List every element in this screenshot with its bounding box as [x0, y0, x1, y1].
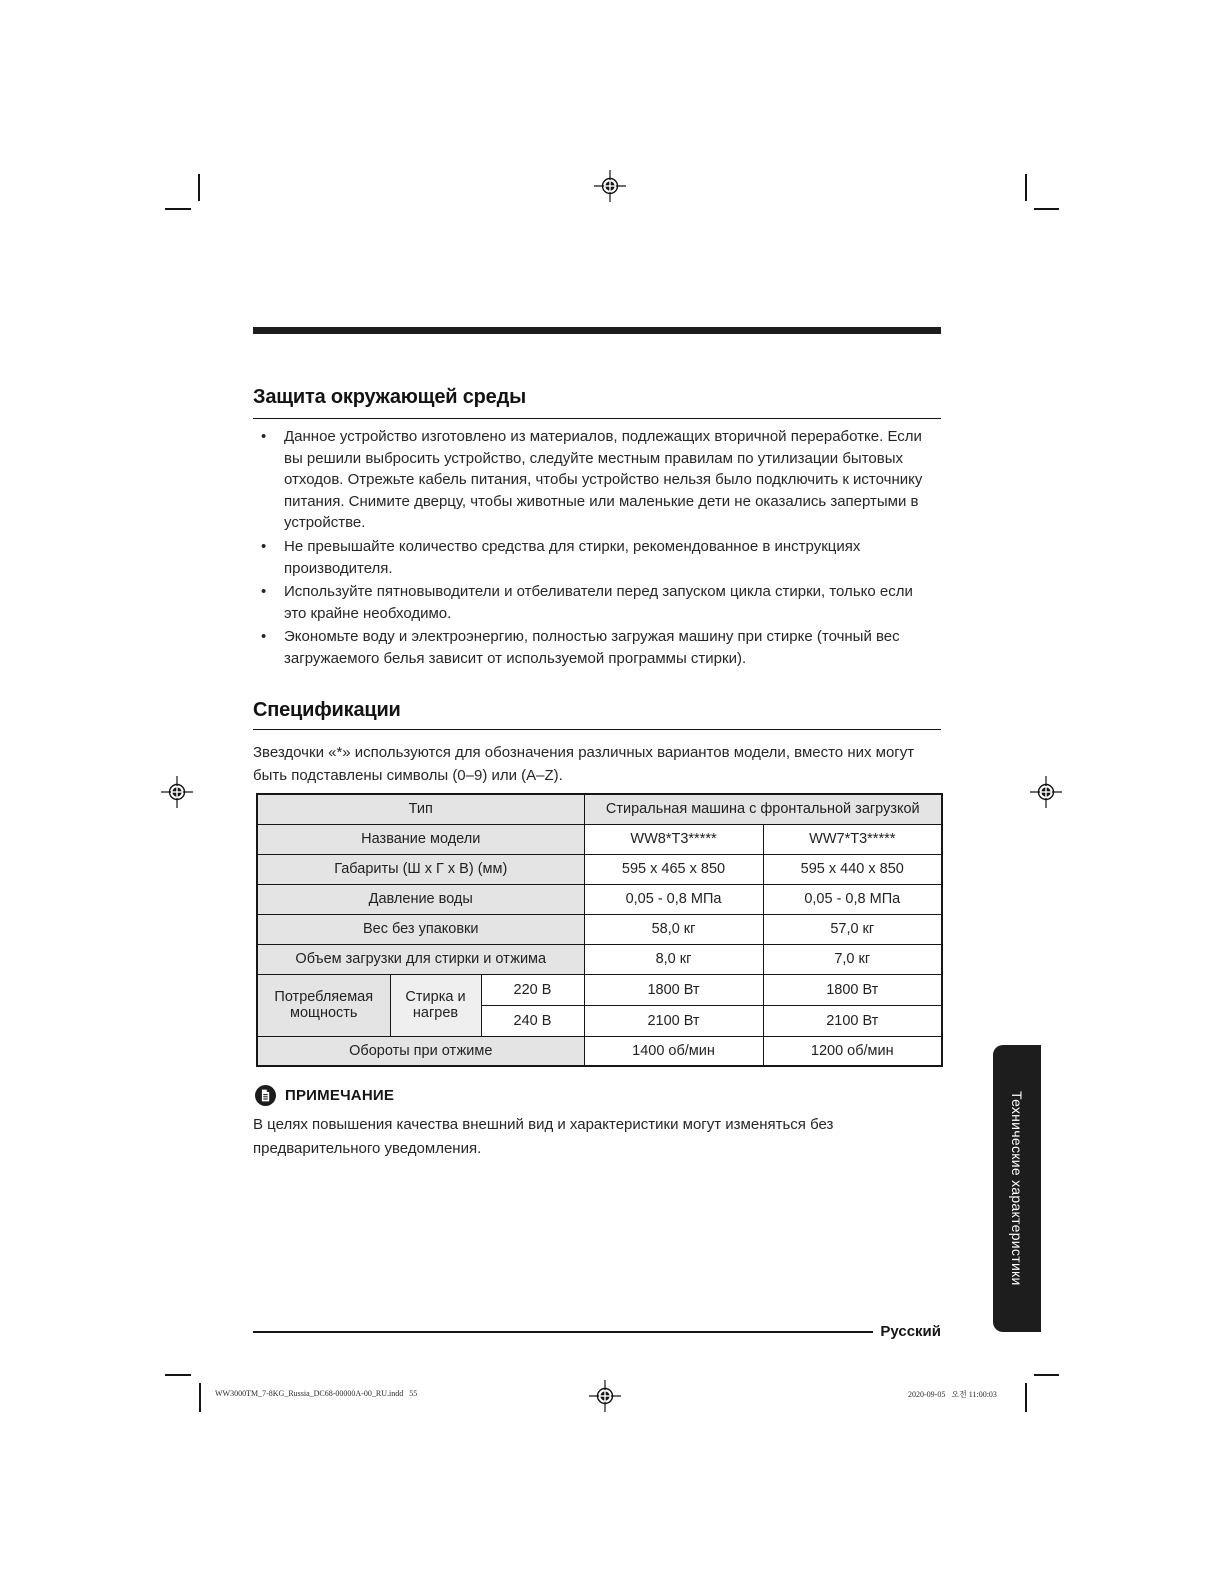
- crop-mark-bottom-right-vertical: [1025, 1383, 1027, 1412]
- registration-mark-left: [161, 776, 193, 808]
- cell-power-sublabel: Стирка и нагрев: [390, 974, 481, 1036]
- footer-language: Русский: [880, 1323, 941, 1340]
- crop-mark-top-right-horizontal: [1034, 208, 1059, 210]
- cell-value: 1800 Вт: [584, 974, 763, 1005]
- environment-section-title: Защита окружающей среды: [253, 386, 941, 419]
- bullet-item: • Экономьте воду и электроэнергию, полностью загружая машину при стирке (точный вес загружаемого белья зависит от используемой программы стирки).: [253, 626, 924, 669]
- spec-table: [256, 793, 943, 1067]
- cell-voltage: 220 В: [481, 974, 584, 1005]
- registration-mark-right: [1030, 776, 1062, 808]
- cell-value: WW7*T3*****: [763, 824, 942, 854]
- bullet-item: • Используйте пятновыводители и отбеливатели перед запуском цикла стирки, только если это крайне необходимо.: [253, 581, 924, 624]
- cell-value: 2100 Вт: [763, 1005, 942, 1036]
- crop-mark-top-right-vertical: [1025, 174, 1027, 201]
- top-rule-bar: [253, 327, 941, 334]
- crop-mark-bottom-left-horizontal: [165, 1374, 191, 1376]
- environment-bullet-list: [253, 426, 929, 672]
- cell-value: WW8*T3*****: [584, 824, 763, 854]
- cell-value: 595 x 440 x 850: [763, 854, 942, 884]
- cell-type-label: Тип: [257, 794, 584, 824]
- bullet-item: • Не превышайте количество средства для стирки, рекомендованное в инструкциях производителя.: [253, 536, 924, 579]
- cell-label: Давление воды: [257, 884, 584, 914]
- cell-type-value: Стиральная машина с фронтальной загрузкой: [584, 794, 942, 824]
- registration-mark-bottom: [589, 1380, 621, 1412]
- chapter-tab-specifications: [993, 1045, 1041, 1332]
- cell-label: Объем загрузки для стирки и отжима: [257, 944, 584, 974]
- note-label: ПРИМЕЧАНИЕ: [285, 1087, 395, 1104]
- specs-intro-text: Звездочки «*» используются для обозначения различных вариантов модели, вместо них могут быть подставлены символы (0–9) или (A–Z).: [253, 744, 915, 784]
- cell-value: 57,0 кг: [763, 914, 942, 944]
- cell-value: 0,05 - 0,8 МПа: [763, 884, 942, 914]
- note-icon: [255, 1085, 276, 1106]
- cell-label: Габариты (Ш x Г x В) (мм): [257, 854, 584, 884]
- table-row: [257, 884, 942, 914]
- crop-mark-bottom-left-vertical: [199, 1383, 201, 1412]
- registration-mark-top: [594, 170, 626, 202]
- crop-mark-top-left-vertical: [198, 174, 200, 201]
- note-text: В целях повышения качества внешний вид и характеристики могут изменяться без предварительного уведомления.: [253, 1116, 834, 1157]
- bullet-item: • Данное устройство изготовлено из материалов, подлежащих вторичной переработке. Если вы решили выбросить устройство, следуйте местным правилам по утилизации бытовых отходов. Отрежьте кабель питания, чтобы устройство нельзя было подключить к источнику питания. Снимите дверцу, чтобы животные или маленькие дети не оказались запертыми в устройстве.: [253, 426, 924, 534]
- table-row: [257, 974, 942, 1005]
- table-row: [257, 824, 942, 854]
- cell-power-label: Потребляемая мощность: [257, 974, 390, 1036]
- cell-value: 2100 Вт: [584, 1005, 763, 1036]
- crop-mark-bottom-right-horizontal: [1034, 1374, 1059, 1376]
- note-header: [255, 1085, 394, 1106]
- cell-value: 1400 об/мин: [584, 1036, 763, 1066]
- table-row: [257, 794, 942, 824]
- table-row: [257, 944, 942, 974]
- crop-mark-top-left-horizontal: [165, 208, 191, 210]
- cell-label: Обороты при отжиме: [257, 1036, 584, 1066]
- cell-value: 1800 Вт: [763, 974, 942, 1005]
- table-row: [257, 854, 942, 884]
- cell-value: 595 x 465 x 850: [584, 854, 763, 884]
- cell-value: 7,0 кг: [763, 944, 942, 974]
- cell-value: 8,0 кг: [584, 944, 763, 974]
- table-row: [257, 1036, 942, 1066]
- cell-value: 1200 об/мин: [763, 1036, 942, 1066]
- print-slug-filename: WW3000TM_7-8KG_Russia_DC68-00000A-00_RU.indd 55: [215, 1389, 418, 1398]
- chapter-tab-label: Технические характеристики: [1009, 1091, 1025, 1286]
- cell-label: Название модели: [257, 824, 584, 854]
- print-slug-timestamp: 2020-09-05 오전 11:00:03: [908, 1390, 997, 1399]
- cell-voltage: 240 В: [481, 1005, 584, 1036]
- cell-label: Вес без упаковки: [257, 914, 584, 944]
- cell-value: 0,05 - 0,8 МПа: [584, 884, 763, 914]
- specs-section-title: Спецификации: [253, 699, 941, 730]
- table-row: [257, 914, 942, 944]
- cell-value: 58,0 кг: [584, 914, 763, 944]
